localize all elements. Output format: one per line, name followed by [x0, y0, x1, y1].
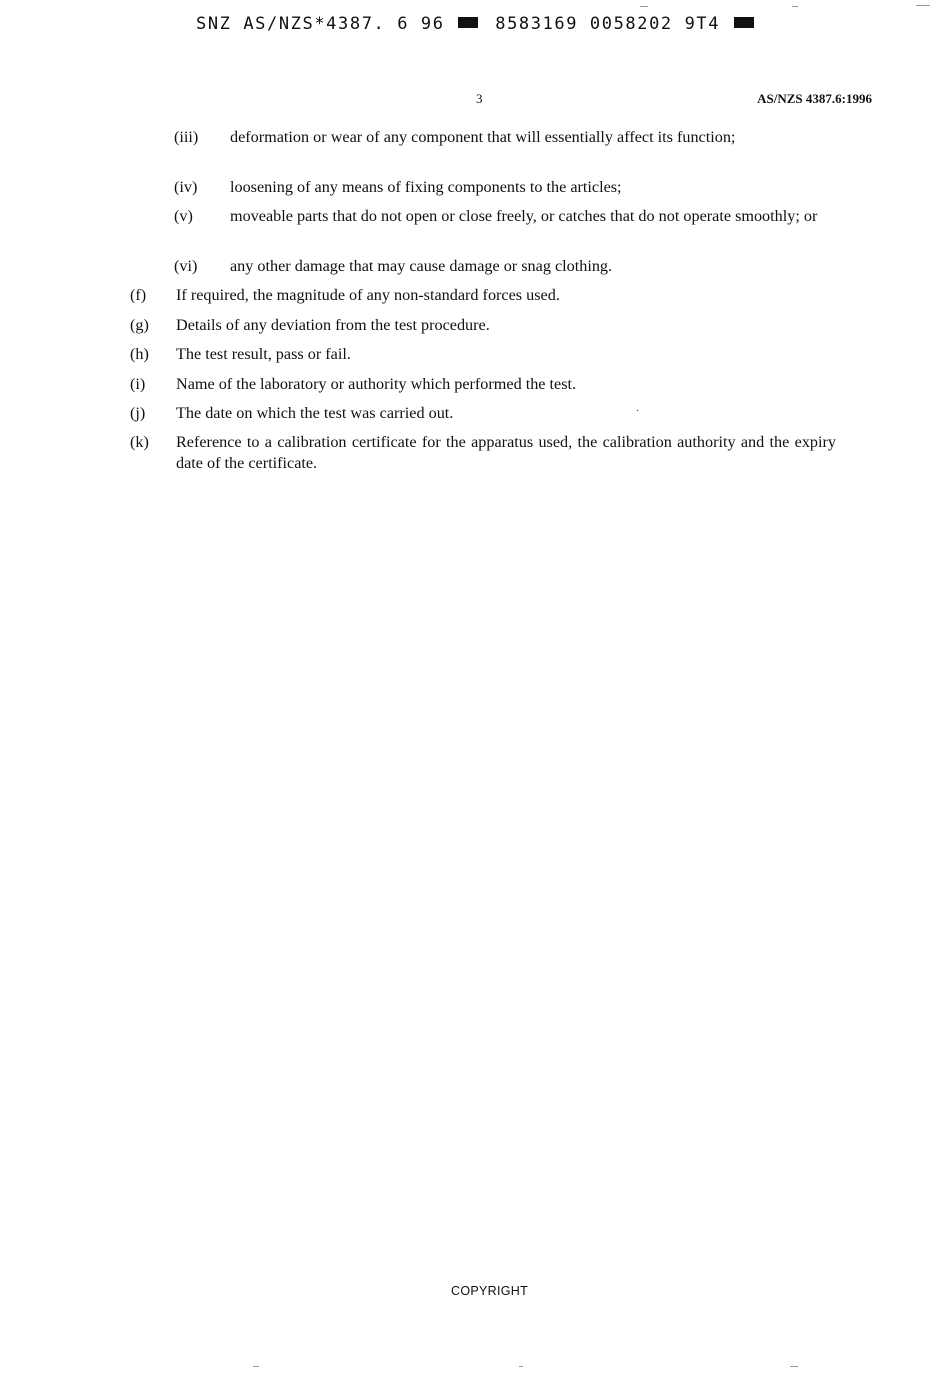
- list-item-text: loosening of any means of fixing components to the articles;: [230, 178, 622, 196]
- scan-artifact: [519, 1366, 523, 1367]
- list-item: [174, 127, 834, 148]
- list-item: [174, 256, 834, 277]
- list-marker: (i): [130, 375, 146, 393]
- list-item: [130, 432, 836, 474]
- list-item-text: Details of any deviation from the test procedure.: [176, 316, 490, 334]
- scan-artifact: [916, 5, 930, 6]
- copyright-footer: COPYRIGHT: [451, 1284, 529, 1298]
- list-item-text: If required, the magnitude of any non-standard forces used.: [176, 286, 560, 304]
- list-item: [174, 206, 834, 227]
- scan-artifact: [253, 1366, 259, 1367]
- list-marker: (g): [130, 316, 149, 334]
- scan-code-digits: 8583169 0058202 9T4: [495, 14, 721, 34]
- page-number: 3: [476, 91, 483, 106]
- list-marker: (iii): [174, 128, 199, 146]
- scan-code-text: SNZ AS/NZS*4387. 6 96: [196, 14, 445, 34]
- list-item: [130, 374, 836, 395]
- list-item-text: Reference to a calibration certificate for the apparatus used, the calibration authority and the expiry date of the certificate.: [176, 433, 836, 472]
- list-item-text: deformation or wear of any component that will essentially affect its function;: [230, 128, 736, 146]
- scan-code-header: [196, 14, 759, 34]
- list-item-text: any other damage that may cause damage or snag clothing.: [230, 257, 613, 275]
- list-marker: (h): [130, 345, 149, 363]
- scan-artifact: [640, 6, 648, 7]
- list-marker: (k): [130, 433, 149, 451]
- list-item-text: Name of the laboratory or authority which performed the test.: [176, 375, 577, 393]
- scan-block-mark: [458, 17, 478, 28]
- list-item: [130, 344, 836, 365]
- list-item-text: The date on which the test was carried out.: [176, 404, 454, 422]
- list-item-text: The test result, pass or fail.: [176, 345, 351, 363]
- list-marker: (vi): [174, 257, 198, 275]
- list-marker: (j): [130, 404, 146, 422]
- list-item: [130, 285, 836, 306]
- list-marker: (iv): [174, 178, 198, 196]
- list-marker: (f): [130, 286, 147, 304]
- list-marker: (v): [174, 207, 193, 225]
- scan-artifact: [790, 1366, 798, 1367]
- scan-artifact: [792, 6, 798, 7]
- list-item: [130, 403, 836, 424]
- standard-id: AS/NZS 4387.6:1996: [757, 91, 872, 106]
- list-item: [174, 177, 834, 198]
- list-item-text: moveable parts that do not open or close freely, or catches that do not operate smoothly; or: [230, 207, 818, 225]
- scan-block-mark: [734, 17, 754, 28]
- list-item: [130, 315, 836, 336]
- scan-speck: ·: [636, 406, 640, 417]
